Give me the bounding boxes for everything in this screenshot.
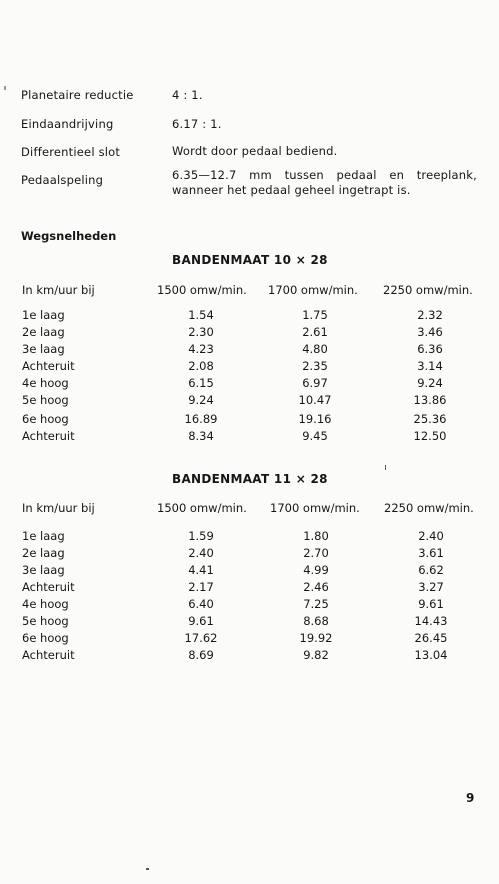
table-row: [0, 614, 499, 630]
table-row: [0, 342, 499, 358]
speed-cell: 2.32: [417, 308, 443, 322]
speed-cell: 2.30: [188, 325, 214, 339]
spec-label-differential-lock: Differentieel slot: [21, 145, 121, 159]
speed-cell: 2.40: [188, 546, 214, 560]
gear-label: 3e laag: [22, 563, 65, 577]
speed-cell: 19.16: [298, 412, 332, 426]
speed-cell: 2.46: [303, 580, 329, 594]
speed-cell: 14.43: [414, 614, 448, 628]
table-row: [0, 429, 499, 445]
speed-cell: 3.14: [417, 359, 443, 373]
speed-cell: 19.92: [299, 631, 333, 645]
speed-cell: 1.59: [188, 529, 214, 543]
gear-label: Achteruit: [22, 648, 75, 662]
spec-label-pedal-play: Pedaalspeling: [21, 173, 104, 187]
column-header: 1500 omw/min.: [157, 501, 247, 515]
speed-cell: 9.82: [303, 648, 329, 662]
spec-label-final-drive: Eindaandrijving: [21, 117, 114, 131]
spec-value-final-drive: 6.17 : 1.: [172, 117, 222, 131]
table-header: [0, 501, 499, 517]
page-number: 9: [466, 791, 475, 805]
table-row: [0, 393, 499, 409]
gear-label: 1e laag: [22, 529, 65, 543]
speed-cell: 1.75: [302, 308, 328, 322]
speed-cell: 2.17: [188, 580, 214, 594]
gear-label: 2e laag: [22, 325, 65, 339]
gear-label: 2e laag: [22, 546, 65, 560]
section-heading: Wegsnelheden: [21, 229, 117, 243]
speed-cell: 16.89: [184, 412, 218, 426]
table-title: BANDENMAAT 10 × 28: [172, 253, 328, 267]
speed-cell: 2.35: [302, 359, 328, 373]
speed-cell: 1.80: [303, 529, 329, 543]
speed-cell: 9.24: [417, 376, 443, 390]
gear-label: 6e hoog: [22, 412, 69, 426]
column-header: 1700 omw/min.: [270, 501, 360, 515]
gear-label: Achteruit: [22, 429, 75, 443]
speed-cell: 9.45: [302, 429, 328, 443]
speed-cell: 6.97: [302, 376, 328, 390]
row-header-label: In km/uur bij: [22, 501, 95, 515]
speed-cell: 6.40: [188, 597, 214, 611]
gear-label: 1e laag: [22, 308, 65, 322]
speed-cell: 13.04: [414, 648, 448, 662]
speed-cell: 2.70: [303, 546, 329, 560]
scan-speck: [146, 868, 149, 870]
table-row: [0, 648, 499, 664]
speed-cell: 26.45: [414, 631, 448, 645]
gear-label: 6e hoog: [22, 631, 69, 645]
scan-speck: [385, 465, 386, 470]
column-header: 2250 omw/min.: [383, 283, 473, 297]
speed-cell: 2.08: [188, 359, 214, 373]
speed-cell: 6.36: [417, 342, 443, 356]
spec-value-pedal-play: 6.35—12.7 mm tussen pedaal en treeplank, wanneer het pedaal geheel ingetrapt is.: [172, 168, 477, 197]
gear-label: Achteruit: [22, 580, 75, 594]
gear-label: 4e hoog: [22, 597, 69, 611]
column-header: 1700 omw/min.: [268, 283, 358, 297]
gear-label: Achteruit: [22, 359, 75, 373]
column-header: 2250 omw/min.: [384, 501, 474, 515]
gear-label: 3e laag: [22, 342, 65, 356]
speed-cell: 9.61: [188, 614, 214, 628]
speed-cell: 4.80: [302, 342, 328, 356]
speed-cell: 2.61: [302, 325, 328, 339]
table-row: [0, 597, 499, 613]
speed-cell: 1.54: [188, 308, 214, 322]
speed-cell: 3.61: [418, 546, 444, 560]
table-row: [0, 563, 499, 579]
speed-cell: 9.61: [418, 597, 444, 611]
speed-cell: 9.24: [188, 393, 214, 407]
speed-cell: 8.68: [303, 614, 329, 628]
row-header-label: In km/uur bij: [22, 283, 95, 297]
table-row: [0, 546, 499, 562]
speed-cell: 2.40: [418, 529, 444, 543]
speed-cell: 10.47: [298, 393, 332, 407]
speed-cell: 8.34: [188, 429, 214, 443]
spec-label-planetary-reduction: Planetaire reductie: [21, 88, 134, 102]
table-row: [0, 308, 499, 324]
speed-cell: 12.50: [413, 429, 447, 443]
table-row: [0, 412, 499, 428]
gear-label: 4e hoog: [22, 376, 69, 390]
column-header: 1500 omw/min.: [157, 283, 247, 297]
table-header: [0, 283, 499, 299]
speed-cell: 13.86: [413, 393, 447, 407]
gear-label: 5e hoog: [22, 393, 69, 407]
scan-speck: [4, 86, 6, 90]
speed-cell: 7.25: [303, 597, 329, 611]
table-row: [0, 325, 499, 341]
spec-value-differential-lock: Wordt door pedaal bediend.: [172, 144, 338, 158]
gear-label: 5e hoog: [22, 614, 69, 628]
speed-cell: 4.23: [188, 342, 214, 356]
speed-cell: 8.69: [188, 648, 214, 662]
table-row: [0, 376, 499, 392]
speed-cell: 6.62: [418, 563, 444, 577]
speed-cell: 3.27: [418, 580, 444, 594]
table-title: BANDENMAAT 11 × 28: [172, 472, 328, 486]
table-row: [0, 529, 499, 545]
table-row: [0, 580, 499, 596]
speed-cell: 25.36: [413, 412, 447, 426]
speed-cell: 3.46: [417, 325, 443, 339]
speed-cell: 4.41: [188, 563, 214, 577]
table-row: [0, 631, 499, 647]
speed-cell: 4.99: [303, 563, 329, 577]
speed-cell: 17.62: [184, 631, 218, 645]
table-row: [0, 359, 499, 375]
speed-cell: 6.15: [188, 376, 214, 390]
spec-value-planetary-reduction: 4 : 1.: [172, 88, 203, 102]
